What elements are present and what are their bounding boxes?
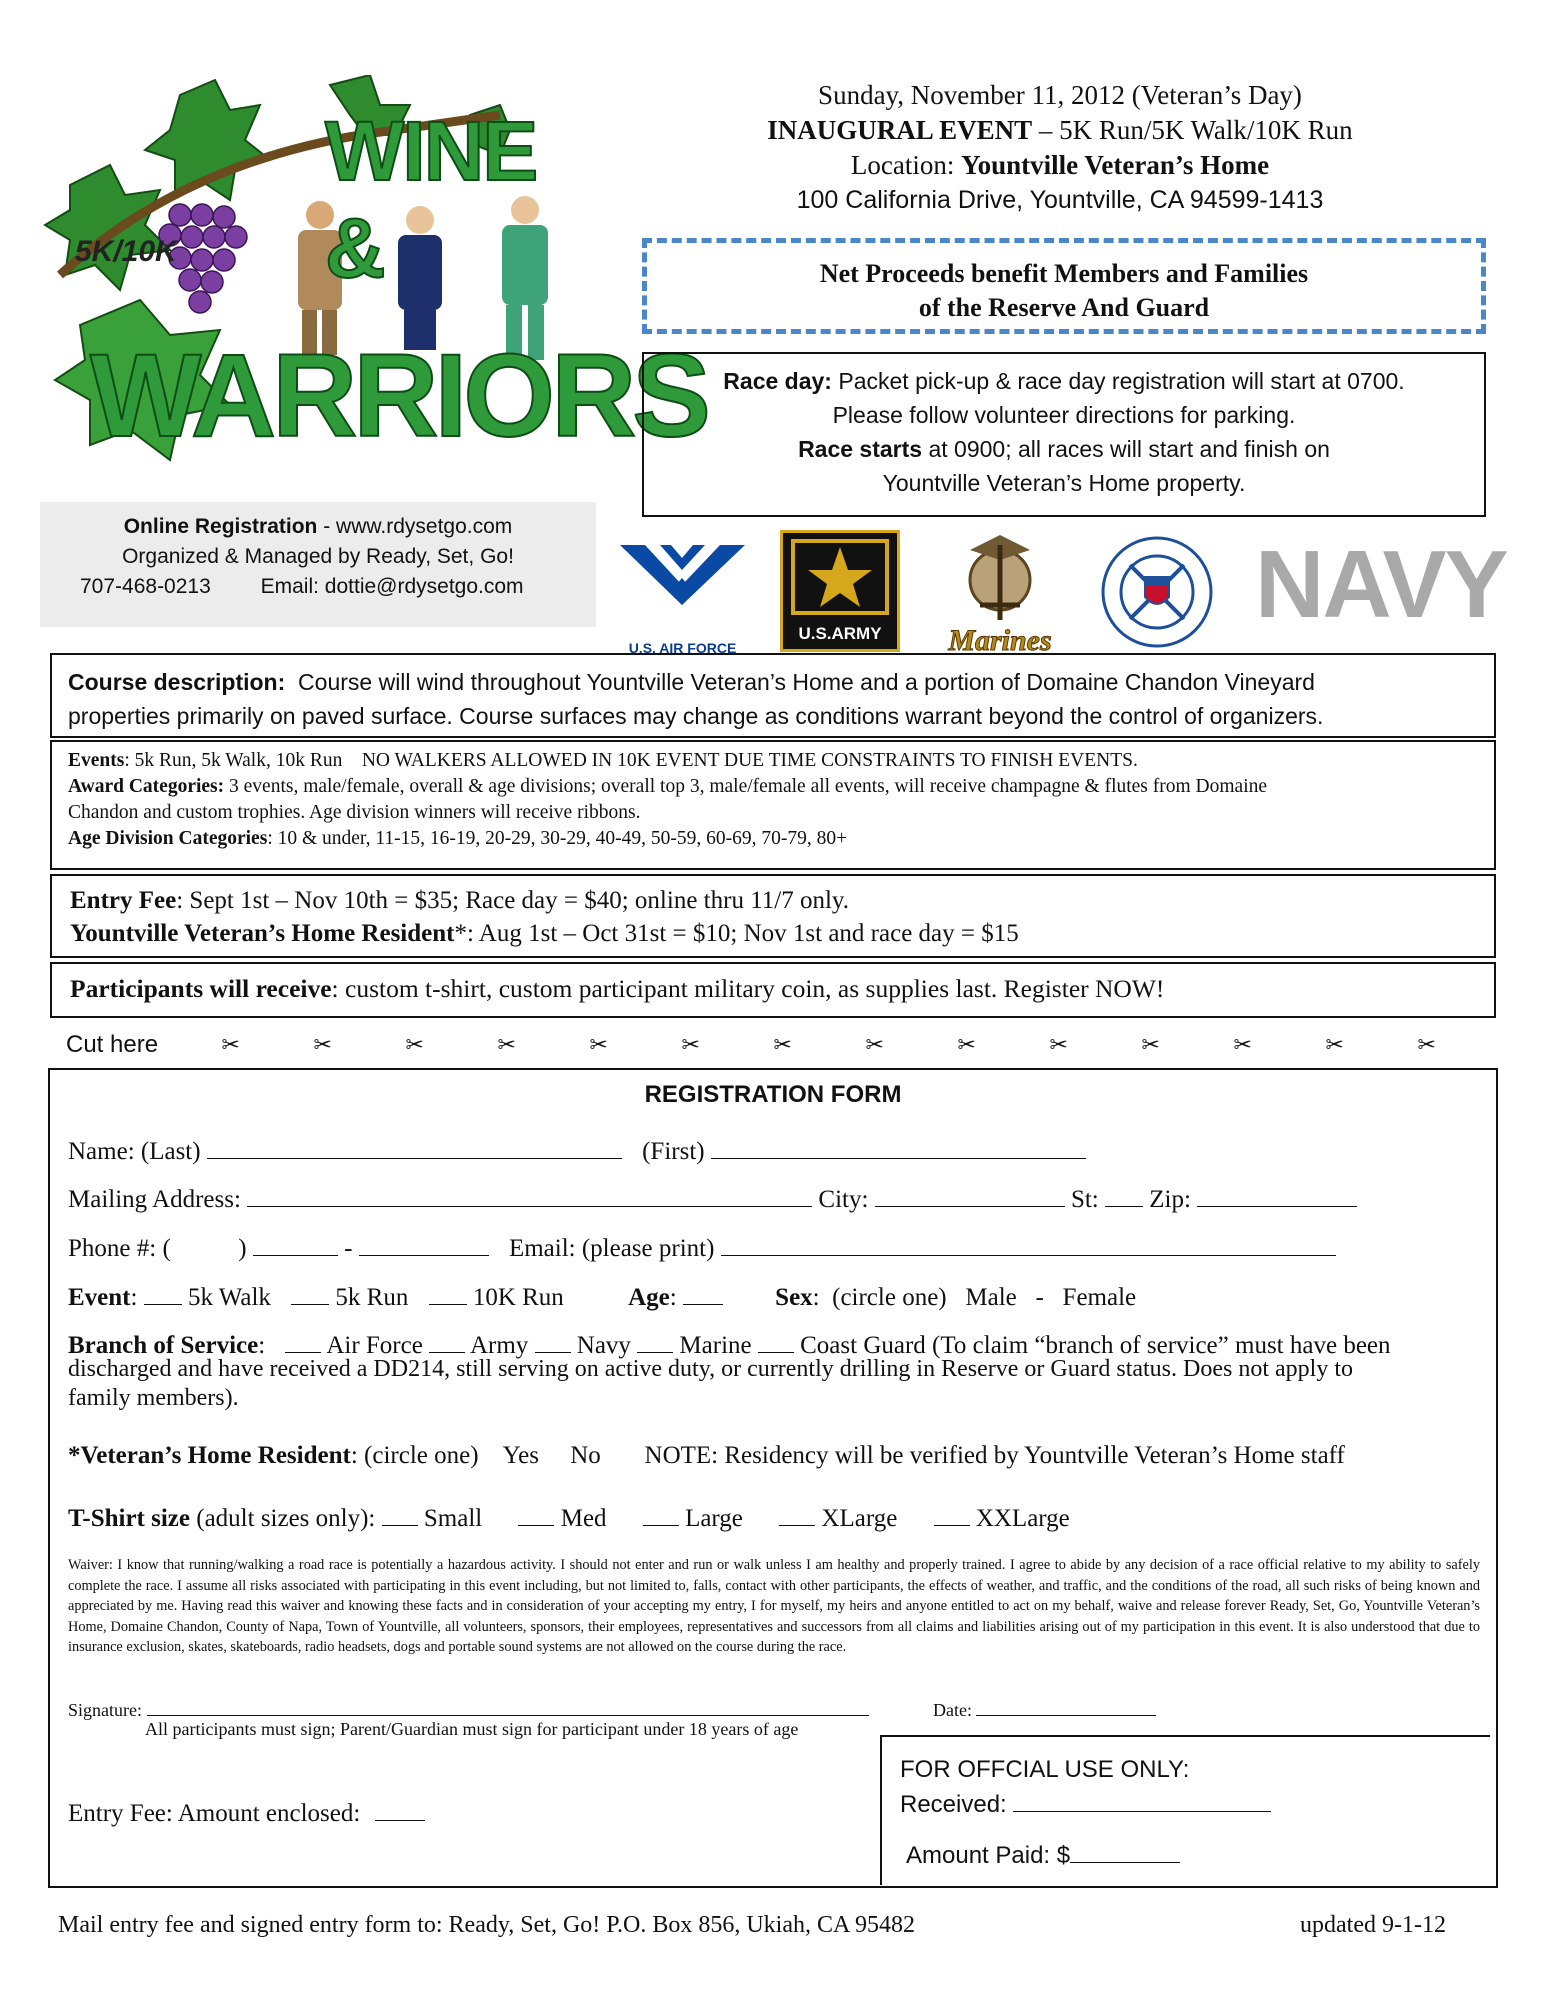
branch-logos	[615, 530, 1507, 657]
scissor-icon: ✂	[313, 1032, 332, 1057]
scissor-icon: ✂	[1325, 1032, 1344, 1057]
state-field[interactable]	[1105, 1181, 1143, 1207]
proceeds-line1: Net Proceeds benefit Members and Families	[819, 259, 1309, 288]
last-name-field[interactable]	[207, 1133, 622, 1159]
fees-box	[50, 874, 1496, 958]
amount-enclosed-row	[68, 1795, 425, 1828]
phone-dash: -	[344, 1235, 353, 1262]
army-label: U.S.ARMY	[798, 624, 882, 643]
large-option: Large	[685, 1505, 743, 1532]
race-day-line4: Yountville Veteran’s Home property.	[882, 470, 1246, 496]
xxlarge-checkbox[interactable]	[934, 1500, 970, 1526]
walk5k-label: 5k Walk	[187, 1284, 271, 1311]
scissor-icon: ✂	[1141, 1032, 1160, 1057]
scissor-icon: ✂	[221, 1032, 240, 1057]
resident-row	[68, 1442, 1345, 1470]
scissor-icon: ✂	[405, 1032, 424, 1057]
course-description-box	[50, 653, 1496, 738]
army-checkbox[interactable]	[429, 1327, 465, 1353]
email-field[interactable]	[721, 1230, 1336, 1256]
waiver-text: Waiver: I know that running/walking a road race is potentially a hazardous activity. I should not enter and run or walk unless I am healthy and properly trained. I agree to abide by any decision of a race official relative to my ability to safely complete the race. I assume all risks associated with participating in this event including, but not limited to, falls, contact with other participants, the effects of weather, and traffic, and the conditions of the road, all such risks of being known and appreciated by me. Having read this waiver and knowing these facts and in consideration of your accepting my entry, I for myself, my heirs and anyone entitled to act on my behalf, waive and release forever Ready, Set, Go, Yountville Veteran’s Home, Domaine Chandon, County of Napa, Town of Yountville, all volunteers, sponsors, their employees, representatives and successors from all claims and liabilities arising out of my participation in this event. It is also understood that due to insurance exclusion, skates, skateboards, radio headsets, dogs and portable sound systems are not allowed on the course during the race.	[68, 1557, 1480, 1655]
online-url[interactable]: - www.rdysetgo.com	[317, 515, 513, 538]
signature-field[interactable]	[147, 1697, 869, 1716]
amount-paid-label: Amount Paid: $	[906, 1842, 1071, 1869]
updated-date: updated 9-1-12	[1300, 1912, 1446, 1938]
award-text1: 3 events, male/female, overall & age divisions; overall top 3, male/female all events, will receive champagne & flutes from Domaine	[224, 776, 1268, 797]
events-text: : 5k Run, 5k Walk, 10k Run NO WALKERS ALLOWED IN 10K EVENT DUE TIME CONSTRAINTS TO FINISH EVENTS.	[124, 750, 1138, 771]
date-field[interactable]	[976, 1697, 1156, 1716]
phone-number-field[interactable]	[359, 1230, 489, 1256]
branch-note-line2: discharged and have received a DD214, still serving on active duty, or currently drilling in Reserve or Guard status. Does not apply to	[68, 1356, 1353, 1382]
amount-enclosed-field[interactable]	[375, 1795, 425, 1821]
phone-label: Phone #: (	[68, 1235, 171, 1262]
event-title	[640, 113, 1480, 148]
race-day-text3: at 0900; all races will start and finish on	[922, 436, 1330, 462]
event-label: INAUGURAL EVENT	[767, 115, 1033, 145]
mailing-address-field[interactable]	[247, 1181, 812, 1207]
scissor-icon: ✂	[773, 1032, 792, 1057]
proceeds-line2: of the Reserve And Guard	[918, 293, 1210, 322]
age-field[interactable]	[683, 1279, 723, 1305]
branch-note-line3: family members).	[68, 1385, 239, 1411]
amount-paid-row	[900, 1838, 1490, 1873]
walk5k-checkbox[interactable]	[144, 1279, 182, 1305]
logo-wine-text: WINE &	[325, 104, 537, 295]
date-label: Date:	[933, 1700, 972, 1720]
online-label: Online Registration	[123, 515, 318, 538]
events-box	[50, 740, 1496, 870]
phone-close-paren: )	[238, 1235, 247, 1262]
address-row	[68, 1181, 1357, 1214]
entry-fee-text: : Sept 1st – Nov 10th = $35; Race day = $40; online thru 11/7 only.	[176, 887, 850, 914]
airforce-option: Air Force	[326, 1332, 423, 1359]
airforce-logo	[615, 530, 750, 655]
scissor-icon: ✂	[865, 1032, 884, 1057]
event-row	[68, 1279, 1136, 1312]
resident-fee-line	[70, 917, 1494, 950]
contact-email[interactable]: Email: dottie@rdysetgo.com	[260, 575, 524, 598]
entry-fee-label: Entry Fee	[70, 887, 177, 914]
signature-label: Signature:	[68, 1700, 142, 1720]
marine-option: Marine	[679, 1332, 752, 1359]
official-use-box	[880, 1735, 1490, 1885]
cut-line	[66, 1025, 1496, 1065]
event-logo	[30, 75, 707, 475]
award-label: Award Categories:	[68, 776, 225, 797]
army-option: Army	[469, 1332, 529, 1359]
scissor-icon: ✂	[1049, 1032, 1068, 1057]
airforce-wings-icon	[615, 530, 750, 625]
age-label: Age	[628, 1284, 670, 1311]
event-distances: – 5K Run/5K Walk/10K Run	[1032, 115, 1353, 145]
contact-line	[40, 572, 596, 602]
resident-options[interactable]: : (circle one) Yes No NOTE: Residency will be verified by Yountville Veteran’s Home staff	[350, 1442, 1345, 1469]
zip-field[interactable]	[1197, 1181, 1357, 1207]
phone-prefix-field[interactable]	[253, 1230, 338, 1256]
race-day-line1	[644, 364, 1484, 398]
amount-enclosed-label: Entry Fee: Amount enclosed:	[68, 1800, 361, 1827]
logo-warriors-text: WARRIORS	[90, 330, 707, 462]
event-header	[640, 78, 1480, 218]
course-label: Course description:	[68, 669, 286, 695]
course-text1: Course will wind throughout Yountville Veteran’s Home and a portion of Domaine Chandon Vineyard	[285, 669, 1315, 695]
scissor-icon: ✂	[681, 1032, 700, 1057]
age-division-text: : 10 & under, 11-15, 16-19, 20-29, 30-29, 40-49, 50-59, 60-69, 70-79, 80+	[267, 828, 848, 849]
participants-text: : custom t-shirt, custom participant military coin, as supplies last. Register NOW!	[331, 974, 1165, 1003]
zip-label: Zip:	[1149, 1186, 1191, 1213]
army-logo	[780, 530, 900, 652]
scissor-icon: ✂	[957, 1032, 976, 1057]
resident-fee-label: Yountville Veteran’s Home Resident	[70, 920, 455, 947]
city-label: City:	[818, 1186, 869, 1213]
race-day-line3	[644, 432, 1484, 466]
tshirt-label: T-Shirt size	[68, 1505, 190, 1532]
scissor-icon: ✂	[589, 1032, 608, 1057]
sex-label: Sex	[775, 1284, 813, 1311]
state-label: St:	[1070, 1186, 1099, 1213]
last-name-label: Name: (Last)	[68, 1138, 201, 1165]
official-use-title: FOR OFFCIAL USE ONLY:	[900, 1756, 1190, 1783]
contact-phone: 707-468-0213	[80, 575, 211, 598]
race-day-text1: Packet pick-up & race day registration will start at 0700.	[831, 368, 1405, 394]
xlarge-checkbox[interactable]	[779, 1500, 815, 1526]
med-checkbox[interactable]	[518, 1500, 554, 1526]
small-checkbox[interactable]	[382, 1500, 418, 1526]
email-label: Email: (please print)	[508, 1235, 715, 1262]
location-name: Yountville Veteran’s Home	[961, 150, 1270, 180]
tshirt-row	[68, 1500, 1070, 1533]
amount-paid-field[interactable]	[1070, 1838, 1180, 1863]
med-option: Med	[560, 1505, 607, 1532]
proceeds-box	[642, 238, 1486, 334]
small-option: Small	[423, 1505, 483, 1532]
contact-box	[40, 502, 596, 627]
entry-fee-line	[70, 884, 1494, 917]
city-field[interactable]	[875, 1181, 1065, 1207]
race-day-line2: Please follow volunteer directions for parking.	[832, 402, 1296, 428]
army-star-icon	[783, 533, 897, 619]
marines-logo	[930, 530, 1070, 655]
signature-note: All participants must sign; Parent/Guardian must sign for participant under 18 years of age	[145, 1719, 799, 1739]
navy-logo: NAVY	[1255, 531, 1507, 638]
awards-line2: Chandon and custom trophies. Age division winners will receive ribbons.	[68, 802, 641, 823]
coastguard-checkbox[interactable]	[758, 1327, 794, 1353]
branch-colon: :	[258, 1332, 266, 1359]
scissor-icon: ✂	[497, 1032, 516, 1057]
event-address: 100 California Drive, Yountville, CA 94599-1413	[796, 186, 1324, 214]
xxlarge-option: XXLarge	[975, 1505, 1070, 1532]
event-colon: :	[130, 1284, 138, 1311]
age-line	[68, 826, 1494, 852]
xlarge-option: XLarge	[821, 1505, 898, 1532]
navy-option: Navy	[576, 1332, 631, 1359]
marines-emblem-icon	[930, 530, 1070, 625]
signature-row	[68, 1697, 1468, 1721]
age-colon: :	[669, 1284, 677, 1311]
organizer: Organized & Managed by Ready, Set, Go!	[122, 545, 514, 568]
online-registration	[40, 512, 596, 542]
location-label: Location:	[850, 150, 962, 180]
marine-checkbox[interactable]	[637, 1327, 673, 1353]
received-label: Received:	[900, 1791, 1007, 1818]
marines-label: Marines	[948, 624, 1052, 657]
coast-guard-seal-icon	[1100, 535, 1215, 650]
run10k-label: 10K Run	[472, 1284, 564, 1311]
participants-box	[50, 962, 1496, 1018]
mail-instructions: Mail entry fee and signed entry form to: Ready, Set, Go! P.O. Box 856, Ukiah, CA 95482	[58, 1912, 915, 1938]
event-date: Sunday, November 11, 2012 (Veteran’s Day)	[818, 80, 1302, 110]
run5k-checkbox[interactable]	[291, 1279, 329, 1305]
resident-label: *Veteran’s Home Resident	[68, 1442, 351, 1469]
awards-line	[68, 774, 1494, 800]
course-line2: properties primarily on paved surface. Course surfaces may change as conditions warrant beyond the control of organizers.	[68, 703, 1324, 729]
branch-label: Branch of Service	[68, 1332, 259, 1359]
tshirt-note: (adult sizes only):	[190, 1505, 376, 1532]
sex-options[interactable]: : (circle one) Male - Female	[812, 1284, 1137, 1311]
run10k-checkbox[interactable]	[429, 1279, 467, 1305]
scissor-icon: ✂	[1233, 1032, 1252, 1057]
phone-row	[68, 1230, 1336, 1263]
events-label: Events	[68, 750, 125, 771]
event-location	[640, 148, 1480, 183]
first-name-field[interactable]	[711, 1133, 1086, 1159]
age-division-label: Age Division Categories	[68, 828, 268, 849]
race-day-label: Race day:	[723, 368, 832, 394]
race-start-label: Race starts	[798, 436, 923, 462]
resident-fee-text: *: Aug 1st – Oct 31st = $10; Nov 1st and race day = $15	[454, 920, 1019, 947]
events-line	[68, 748, 1494, 774]
large-checkbox[interactable]	[643, 1500, 679, 1526]
mailing-address-label: Mailing Address:	[68, 1186, 241, 1213]
course-line1	[68, 665, 1494, 699]
coastguard-option: Coast Guard	[800, 1332, 926, 1359]
logo-distance-tag: 5K/10K	[75, 235, 177, 268]
received-field[interactable]	[1013, 1787, 1271, 1812]
name-row	[68, 1133, 1086, 1166]
cut-here-label: Cut here	[66, 1031, 159, 1058]
event-choice-label: Event	[68, 1284, 131, 1311]
participants-label: Participants will receive	[70, 974, 332, 1003]
coast-guard-logo	[1100, 535, 1215, 650]
scissor-row	[185, 1031, 1473, 1058]
branch-note: (To claim “branch of service” must have been	[932, 1332, 1391, 1359]
navy-checkbox[interactable]	[535, 1327, 571, 1353]
run5k-label: 5k Run	[335, 1284, 409, 1311]
airforce-label: U.S. AIR FORCE	[628, 640, 737, 656]
first-name-label: (First)	[642, 1138, 705, 1165]
airforce-checkbox[interactable]	[285, 1327, 321, 1353]
scissor-icon: ✂	[1417, 1032, 1436, 1057]
form-title: REGISTRATION FORM	[644, 1081, 902, 1108]
received-row	[900, 1787, 1490, 1822]
race-day-box	[642, 352, 1486, 517]
